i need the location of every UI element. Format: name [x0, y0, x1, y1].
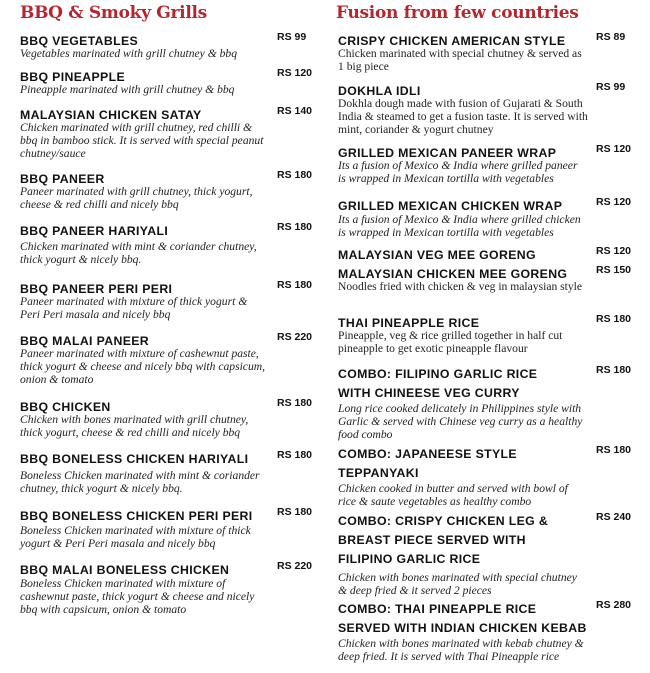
menu-item-description: Paneer marinated with mixture of cashewnut paste, thick yogurt & cheese and nicely bbq with capsicum, onion & tomato — [20, 347, 266, 386]
menu-item-description: Boneless Chicken marinated with mixture of cashewnut paste, thick yogurt & cheese and nicely bbq with capsicum, onion & tomato — [20, 577, 255, 616]
menu-item-price: RS 180 — [277, 279, 313, 291]
menu-item — [20, 107, 270, 160]
menu-item — [20, 171, 270, 211]
menu-item — [20, 333, 270, 386]
menu-item-name-line: MALAYSIAN VEG MEE GORENG — [338, 248, 536, 262]
menu-item-name-line: COMBO: JAPANEESE STYLE — [338, 447, 517, 461]
menu-item-name-line: DOKHLA IDLI — [338, 84, 421, 98]
menu-item-description: Chicken marinated with special chutney & served as 1 big piece — [338, 47, 582, 73]
menu-item-price: RS 99 — [596, 81, 626, 93]
menu-item-name — [20, 448, 270, 465]
menu-item — [338, 198, 588, 239]
menu-item-price: RS 180 — [277, 169, 313, 181]
menu-item-price: RS 220 — [277, 331, 313, 343]
menu-item-name — [338, 244, 536, 261]
menu-item-description: Chicken cooked in butter and served with bowl of rice & saute vegetables as healthy combo — [338, 482, 568, 508]
menu-item-price: RS 120 — [596, 196, 632, 208]
menu-item — [20, 69, 270, 96]
menu-item-name-line: BBQ PANEER HARIYALI — [20, 224, 169, 238]
menu-item-description: Vegetables marinated with grill chutney & bbq — [20, 47, 238, 60]
menu-item-name-line: BBQ VEGETABLES — [20, 34, 139, 48]
menu-item — [338, 145, 588, 185]
menu-item-description: Pineapple, veg & rice grilled together in half cut pineapple to get exotic pineapple flavour — [338, 329, 563, 355]
menu-item-price: RS 140 — [277, 105, 313, 117]
menu-item-name — [20, 505, 270, 522]
menu-item-name-line: BBQ CHICKEN — [20, 400, 111, 414]
menu-item-price: RS 180 — [596, 444, 632, 456]
menu-item-name-line: CRISPY CHICKEN AMERICAN STYLE — [338, 34, 566, 48]
menu-item-name — [20, 66, 270, 83]
menu-item-description: Paneer marinated with mixture of thick yogurt & Peri Peri masala and nicely bbq — [20, 295, 248, 321]
menu-item-description: Its a fusion of Mexico & India where grilled chicken is wrapped in Mexican tortilla with vegetables — [338, 213, 581, 239]
menu-item-name-line: BBQ PANEER PERI PERI — [20, 282, 173, 296]
menu-item-name — [338, 312, 588, 329]
menu-item-description: Chicken marinated with mint & coriander chutney, thick yogurt & nicely bbq. — [20, 240, 257, 266]
menu-item-name — [20, 220, 270, 237]
menu-item-description: Chicken marinated with grill chutney, red chilli & bbq in bamboo stick. It is served with special peanut chutney/sauce — [20, 121, 264, 160]
menu-item-price: RS 180 — [277, 397, 313, 409]
menu-item-name-line: BBQ PINEAPPLE — [20, 70, 125, 84]
menu-item-description: Pineapple marinated with grill chutney & bbq — [20, 83, 235, 96]
menu-item-name-line: BBQ BONELESS CHICKEN PERI PERI — [20, 509, 253, 523]
menu-item-price: RS 280 — [596, 599, 632, 611]
menu-item-description: Noodles fried with chicken & veg in malaysian style — [338, 280, 583, 293]
menu-item-name — [20, 278, 270, 295]
menu-item-name-line: MALAYSIAN CHICKEN MEE GORENG — [338, 267, 568, 281]
menu-item-name — [20, 104, 270, 121]
menu-item — [20, 508, 270, 550]
menu-item — [338, 601, 588, 663]
menu-item-name — [20, 559, 270, 576]
menu-item-name-line: GRILLED MEXICAN CHICKEN WRAP — [338, 199, 563, 213]
menu-item-name-line: BREAST PIECE SERVED WITH — [338, 533, 526, 547]
menu-item-name-line: COMBO: CRISPY CHICKEN LEG & — [338, 514, 549, 528]
menu-item-name — [338, 142, 588, 159]
menu-item-name-line: WITH CHINEESE VEG CURRY — [338, 386, 520, 400]
menu-item-name — [338, 598, 588, 637]
menu-item-name — [338, 443, 588, 482]
menu-item-price: RS 120 — [596, 245, 632, 257]
menu-item — [338, 513, 588, 597]
menu-item — [338, 247, 536, 261]
menu-item-name — [20, 168, 270, 185]
menu-item-name — [338, 510, 588, 571]
menu-item-name-line: BBQ MALAI BONELESS CHICKEN — [20, 563, 230, 577]
menu-item-description: Chicken with bones marinated with grill chutney, thick yogurt, cheese & red chilli and nicely bbq — [20, 413, 249, 439]
menu-item-price: RS 180 — [596, 364, 632, 376]
menu-item-name-line: TEPPANYAKI — [338, 466, 419, 480]
menu-item-name — [338, 363, 588, 402]
menu-item-name-line: MALAYSIAN CHICKEN SATAY — [20, 108, 202, 122]
section-title: BBQ & Smoky Grills — [20, 3, 207, 23]
menu-item-name-line: COMBO: THAI PINEAPPLE RICE — [338, 602, 537, 616]
menu-item-price: RS 240 — [596, 511, 632, 523]
menu-item — [338, 315, 588, 355]
menu-item-name — [338, 263, 588, 280]
menu-item-name-line: COMBO: FILIPINO GARLIC RICE — [338, 367, 538, 381]
menu-item-price: RS 150 — [596, 264, 632, 276]
menu-item-price: RS 180 — [596, 313, 632, 325]
menu-item-price: RS 180 — [277, 506, 313, 518]
menu-item-name — [338, 30, 588, 47]
menu-item — [338, 83, 588, 136]
menu-item — [20, 223, 270, 266]
menu-item-price: RS 220 — [277, 560, 313, 572]
menu-item — [20, 562, 270, 616]
menu-item-price: RS 120 — [596, 143, 632, 155]
menu-item-name-line: BBQ MALAI PANEER — [20, 334, 150, 348]
menu-item-description: Its a fusion of Mexico & India where grilled paneer is wrapped in Mexican tortilla with vegetables — [338, 159, 578, 185]
menu-item-name-line: BBQ PANEER — [20, 172, 105, 186]
menu-item — [338, 33, 588, 73]
menu-item-name — [338, 195, 588, 212]
menu-item-name — [20, 30, 270, 47]
menu-item-description: Chicken with bones marinated with kebab chutney & deep fried. It is served with Thai Pineapple rice — [338, 637, 584, 663]
menu-item-price: RS 89 — [596, 31, 626, 43]
menu-item — [20, 399, 270, 439]
menu-item-description: Dokhla dough made with fusion of Gujarati & South India & steamed to get a fusion taste. It is served with mint, coriander & yogurt chutney — [338, 97, 588, 136]
section-title: Fusion from few countries — [336, 3, 579, 23]
menu-item-name — [20, 396, 270, 413]
menu-item-description: Boneless Chicken marinated with mixture of thick yogurt & Peri Peri masala and nicely bbq — [20, 524, 251, 550]
menu-item-name-line: GRILLED MEXICAN PANEER WRAP — [338, 146, 557, 160]
menu-item-description: Paneer marinated with grill chutney, thick yogurt, cheese & red chilli and nicely bbq — [20, 185, 253, 211]
menu-item — [338, 266, 588, 293]
menu-item-description: Chicken with bones marinated with special chutney & deep fried & it served 2 pieces — [338, 571, 577, 597]
menu-item-description: Boneless Chicken marinated with mint & coriander chutney, thick yogurt & nicely bbq. — [20, 469, 260, 495]
menu-item-name — [20, 330, 270, 347]
menu-item-name — [338, 80, 588, 97]
menu-item — [20, 33, 270, 60]
menu-item-name-line: BBQ BONELESS CHICKEN HARIYALI — [20, 452, 249, 466]
menu-item-price: RS 120 — [277, 67, 313, 79]
menu-item-name-line: SERVED WITH INDIAN CHICKEN KEBAB — [338, 621, 587, 635]
menu-item — [338, 366, 588, 441]
menu-item-price: RS 180 — [277, 221, 313, 233]
menu-item — [338, 446, 588, 508]
menu-item-name-line: THAI PINEAPPLE RICE — [338, 316, 480, 330]
menu-item-description: Long rice cooked delicately in Philippines style with Garlic & served with Chinese veg curry as a healthy food combo — [338, 402, 583, 441]
menu-item — [20, 281, 270, 321]
menu-item-price: RS 180 — [277, 449, 313, 461]
menu-item — [20, 451, 270, 495]
menu-item-price: RS 99 — [277, 31, 307, 43]
menu-item-name-line: FILIPINO GARLIC RICE — [338, 552, 481, 566]
